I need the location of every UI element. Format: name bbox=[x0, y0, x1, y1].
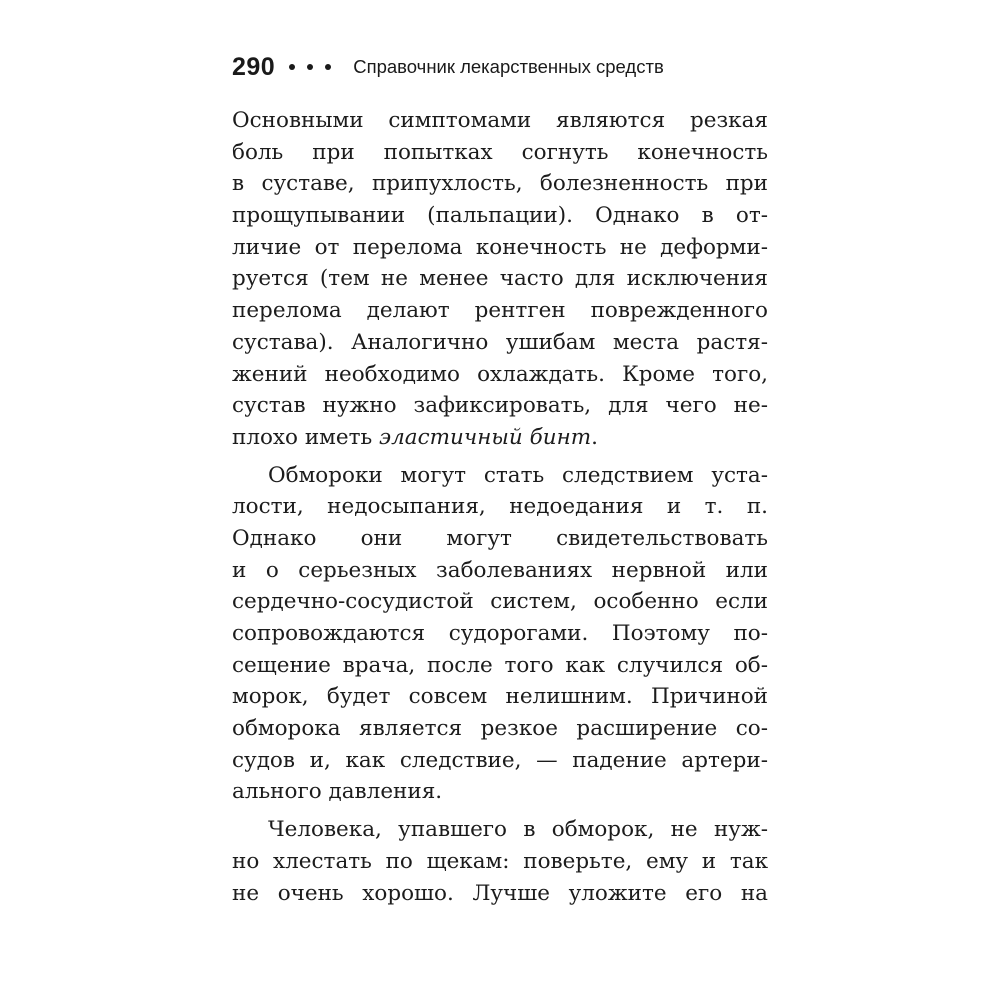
text-line: морок, будет совсем нелишним. Причиной bbox=[232, 684, 768, 710]
text-line: в суставе, припухлость, болезненность при bbox=[232, 171, 768, 197]
text-line: жений необходимо охлаждать. Кроме того, bbox=[232, 361, 768, 387]
text-line: личие от перелома конечность не деформи- bbox=[232, 234, 768, 260]
text-line: перелома делают рентген поврежденного bbox=[232, 298, 768, 324]
text-line: руется (тем не менее часто для исключения bbox=[232, 266, 768, 292]
text-line: сердечно-сосудистой систем, особенно если bbox=[232, 589, 768, 615]
text-line bbox=[232, 422, 768, 454]
body-text bbox=[232, 105, 768, 909]
dot-icon bbox=[289, 64, 295, 70]
text-line: и о серьезных заболеваниях нервной или bbox=[232, 557, 768, 583]
text-line: сустава). Аналогично ушибам места растя- bbox=[232, 329, 768, 355]
text-line: обморока является резкое расширение со- bbox=[232, 716, 768, 742]
dot-icon bbox=[325, 64, 331, 70]
text-line: Основными симптомами являются резкая bbox=[232, 108, 768, 133]
book-title: Справочник лекарственных средств bbox=[353, 56, 664, 77]
text-line: сещение врача, после того как случился об- bbox=[232, 652, 768, 678]
text-line: сопровождаются судорогами. Поэтому по- bbox=[232, 621, 768, 646]
text-line: судов и, как следствие, — падение артери- bbox=[232, 747, 768, 773]
text-line: боль при попытках согнуть конечность bbox=[232, 139, 768, 165]
page-number: 290 bbox=[232, 52, 276, 81]
text-line: сустав нужно зафиксировать, для чего не- bbox=[232, 393, 768, 419]
header-dots-separator bbox=[289, 64, 343, 70]
text-line: Человека, упавшего в обморок, не нуж- bbox=[268, 817, 768, 843]
text-line: не очень хорошо. Лучше уложите его на bbox=[232, 880, 768, 906]
text-line: но хлестать по щекам: поверьте, ему и так bbox=[232, 848, 768, 874]
paragraph-1 bbox=[232, 105, 768, 454]
text-run: . bbox=[591, 424, 598, 450]
text-line: прощупывании (пальпации). Однако в от- bbox=[232, 203, 768, 229]
text-line: лости, недосыпания, недоедания и т. п. bbox=[232, 494, 768, 520]
text-line: Обмороки могут стать следствием уста- bbox=[268, 462, 768, 488]
text-run: плохо иметь bbox=[232, 424, 380, 450]
paragraph-2 bbox=[232, 460, 768, 809]
paragraph-3 bbox=[232, 814, 768, 909]
text-line: Однако они могут свидетельствовать bbox=[232, 525, 768, 551]
emphasized-term: эластичный бинт bbox=[379, 424, 592, 450]
running-header bbox=[232, 52, 772, 82]
dot-icon bbox=[307, 64, 313, 70]
text-line: ального давления. bbox=[232, 779, 443, 805]
